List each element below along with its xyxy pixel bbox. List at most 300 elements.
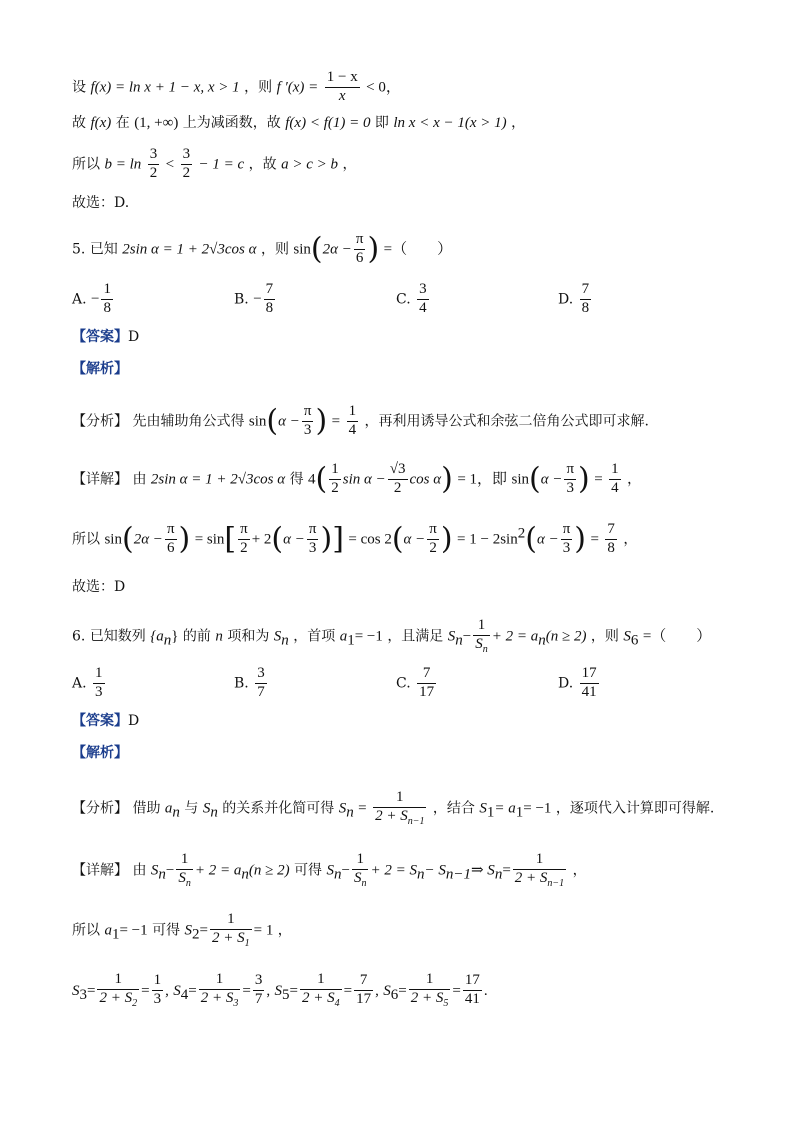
math: < — [165, 156, 175, 173]
fraction — [580, 282, 592, 317]
option-label: D. — [558, 291, 574, 308]
numerator: 1 — [609, 462, 621, 480]
math: b = ln — [104, 156, 142, 173]
q6-option-d[interactable] — [558, 666, 601, 701]
denominator: 4 — [611, 479, 619, 496]
q5-fenxi — [72, 404, 649, 439]
fraction — [152, 973, 164, 1008]
math: S — [72, 982, 80, 999]
text: 设 — [72, 79, 86, 96]
text: 由 — [132, 862, 147, 879]
q5-choose: 故选：D — [72, 579, 126, 595]
fenxi-tag: 【分析】 — [72, 413, 128, 430]
numerator: 1 — [300, 972, 342, 990]
denominator: 2 — [429, 539, 437, 556]
math: S — [178, 869, 186, 886]
denominator: 2 — [182, 164, 191, 181]
fraction — [210, 912, 252, 949]
answer-value: D — [128, 713, 140, 729]
option-label: A. — [72, 675, 87, 692]
paren-left: ( — [271, 521, 284, 557]
math-subscript: n — [482, 643, 488, 655]
math: = — [594, 471, 603, 488]
math: − — [341, 862, 350, 879]
numerator: 7 — [354, 973, 373, 991]
math: 2 + S — [200, 989, 234, 1006]
math-superscript: 2 — [517, 525, 526, 542]
math-subscript: 1 — [244, 937, 250, 949]
option-label: C. — [396, 291, 411, 308]
math-derivative: f ′(x) = — [276, 79, 319, 96]
numerator: π — [354, 232, 366, 250]
numerator: 3 — [255, 666, 267, 684]
denominator: 8 — [581, 299, 590, 316]
math-subscript: n−1 — [445, 866, 471, 883]
fraction — [605, 522, 617, 557]
math: a — [104, 922, 112, 939]
denominator — [176, 870, 193, 890]
q6-option-c[interactable] — [396, 666, 438, 701]
math: S — [173, 982, 181, 999]
intro-line-3 — [72, 147, 356, 182]
paren-right: ) — [440, 521, 453, 557]
numerator: 1 — [199, 972, 241, 990]
fraction — [347, 404, 359, 439]
q6-option-b[interactable] — [234, 666, 269, 701]
math-subscript: 1 — [111, 926, 120, 943]
fraction — [513, 852, 566, 889]
paren-left: ( — [315, 461, 328, 497]
intro-line-1 — [72, 70, 401, 105]
fraction — [417, 666, 436, 701]
q6-xiangjie — [72, 852, 587, 889]
q5-answer — [72, 330, 139, 344]
math: = — [502, 862, 511, 879]
paren-right: ) — [574, 521, 586, 557]
math: sin — [248, 413, 267, 430]
option-sign: − — [91, 290, 100, 307]
paren-left: ( — [529, 461, 541, 497]
text: 即 — [374, 115, 389, 131]
question-number: 6. — [72, 628, 86, 645]
math-subscript: 6 — [390, 986, 399, 1003]
math-subscript: 1 — [347, 632, 355, 649]
math: 2sin α = 1 + 2√3cos α — [150, 471, 286, 488]
math: 2α − — [133, 531, 163, 548]
numerator: 7 — [605, 522, 617, 540]
math: + 2 = S — [370, 862, 417, 879]
math: = −1 — [523, 800, 552, 817]
fraction — [93, 666, 105, 701]
denominator: 4 — [419, 299, 427, 316]
math: = −1 — [119, 922, 148, 939]
term-s3 — [72, 971, 173, 1009]
denominator — [409, 990, 451, 1010]
math: − — [165, 862, 175, 879]
math: 2 + S — [302, 989, 335, 1006]
numerator: π — [302, 404, 314, 422]
math: − 1 = c — [198, 156, 245, 173]
numerator: 1 — [329, 462, 341, 480]
math: = 1 − 2sin — [457, 531, 518, 548]
denominator: 41 — [581, 683, 597, 700]
denominator: 2 — [149, 164, 158, 181]
question-number: 5. — [72, 241, 86, 258]
denominator: 6 — [166, 539, 175, 556]
math: {a — [150, 628, 164, 645]
intro-line-2 — [72, 116, 525, 131]
text: 已知数列 — [89, 628, 146, 645]
q5-option-a[interactable] — [72, 282, 115, 317]
math: = — [87, 982, 96, 999]
fraction — [300, 972, 342, 1009]
text: 的关系并化简可得 — [222, 800, 335, 817]
denominator: 8 — [103, 299, 111, 316]
math: = — [590, 531, 599, 548]
text: 的前 — [182, 628, 211, 645]
paren-right: ) — [315, 403, 328, 439]
math-subscript: 2 — [192, 926, 200, 943]
denominator: 7 — [254, 991, 263, 1008]
math: α − — [536, 531, 559, 548]
text: ， — [623, 531, 638, 548]
fraction — [463, 973, 482, 1008]
math: S — [353, 869, 362, 886]
answer-tag: 【答案】 — [72, 329, 128, 345]
numerator: 1 — [352, 852, 369, 870]
math: 2sin α = 1 + 2√3cos α — [122, 241, 257, 258]
text: ，逐项代入计算即可得解. — [555, 800, 715, 817]
numerator: 7 — [264, 282, 276, 300]
text: 故 — [72, 115, 86, 131]
text: 上为减函数，故 — [182, 115, 281, 131]
text: ， — [627, 471, 642, 488]
q5-option-c[interactable] — [396, 282, 431, 317]
math: sin — [104, 531, 122, 548]
fraction — [101, 282, 113, 317]
text: ， — [277, 922, 292, 939]
math-subscript: n — [334, 866, 342, 883]
paren-left: ( — [266, 403, 279, 439]
math: sin — [511, 471, 529, 488]
text: 与 — [184, 800, 199, 817]
math: ln x < x − 1(x > 1) — [393, 115, 507, 131]
denominator: 3 — [303, 421, 312, 438]
numerator: π — [427, 522, 439, 540]
math: f(x) — [90, 115, 112, 131]
math-subscript: 4 — [180, 986, 189, 1003]
paren-left: ( — [310, 231, 323, 267]
math-tail: < 0， — [366, 79, 401, 96]
fraction — [253, 973, 265, 1008]
numerator: 1 — [176, 852, 193, 870]
option-label: D. — [558, 675, 574, 692]
q6-answer — [72, 714, 139, 728]
math: (n ≥ 2) — [248, 862, 290, 879]
denominator — [352, 870, 369, 890]
math: S — [150, 862, 159, 879]
math: = — [343, 982, 353, 999]
fraction — [609, 462, 621, 497]
math: α − — [283, 531, 305, 548]
denominator: 17 — [419, 683, 435, 700]
denominator: 3 — [153, 991, 162, 1008]
math: S — [202, 800, 211, 817]
paren-right: ) — [178, 521, 191, 557]
fraction — [238, 522, 250, 557]
numerator: 1 — [513, 852, 566, 870]
math: sin α − — [342, 471, 386, 488]
math: . — [483, 982, 488, 999]
math-subscript: n — [172, 804, 180, 821]
q6-options — [72, 666, 722, 706]
denominator: 8 — [265, 299, 274, 316]
q6-option-a[interactable] — [72, 666, 107, 701]
math: = — [242, 982, 251, 999]
option-label: B. — [234, 675, 249, 692]
math-subscript: n — [494, 866, 503, 883]
math: α − — [540, 471, 563, 488]
math: 2 + S — [410, 989, 444, 1006]
math: S — [479, 800, 487, 817]
math: S — [383, 982, 391, 999]
math: = — [188, 982, 197, 999]
numerator: 3 — [181, 147, 193, 165]
term-s5 — [274, 971, 384, 1009]
text: 在 — [115, 115, 130, 131]
option-label: A. — [72, 291, 87, 308]
fraction — [473, 618, 490, 655]
math: S — [273, 628, 282, 645]
fraction — [165, 522, 177, 557]
math: S — [338, 800, 347, 817]
math-subscript: n−1 — [547, 877, 565, 889]
paren-right: ) — [320, 521, 333, 557]
numerator: π — [561, 522, 573, 540]
denominator: 2 — [240, 539, 248, 556]
math-subscript: 3 — [79, 986, 87, 1003]
numerator: 7 — [417, 666, 436, 684]
numerator: 3 — [253, 973, 265, 991]
text: ， — [511, 115, 526, 131]
numerator: 1 — [97, 972, 139, 990]
math: n — [215, 628, 223, 645]
math: − — [462, 628, 472, 645]
intro-line-4: 故选：D. — [72, 195, 130, 211]
numerator: π — [307, 522, 319, 540]
numerator: 3 — [417, 282, 429, 300]
math: S — [623, 628, 631, 645]
math: a — [164, 800, 173, 817]
text: ，则 — [590, 628, 619, 645]
denominator: 3 — [562, 539, 571, 556]
math-subscript: n — [241, 866, 249, 883]
text: 已知 — [89, 241, 118, 258]
q5-option-b[interactable] — [234, 282, 277, 317]
denominator — [473, 636, 490, 656]
math-subscript: 1 — [515, 804, 524, 821]
numerator: √3 — [388, 462, 408, 480]
text: 由 — [132, 471, 147, 488]
math: = a — [494, 800, 516, 817]
fraction — [302, 404, 314, 439]
math-subscript: n — [185, 877, 191, 889]
denominator — [97, 990, 139, 1010]
numerator: 1 − x — [325, 70, 360, 88]
text: 所以 — [72, 156, 100, 173]
term-s6 — [383, 971, 488, 1009]
math: S — [326, 862, 335, 879]
fraction — [255, 666, 267, 701]
fraction — [264, 282, 276, 317]
math-subscript: n — [163, 632, 172, 649]
text: ，结合 — [432, 800, 475, 817]
math: = 1 — [253, 922, 274, 939]
paren-left: ( — [391, 521, 404, 557]
denominator — [373, 808, 426, 828]
numerator: 1 — [409, 972, 451, 990]
numerator: 17 — [463, 973, 482, 991]
denominator — [199, 990, 241, 1010]
math: S — [475, 635, 483, 652]
q6-fenxi — [72, 790, 714, 827]
fraction — [417, 282, 429, 317]
fraction — [307, 522, 319, 557]
text: ，再利用诱导公式和余弦二倍角公式即可求解. — [364, 413, 649, 430]
denominator — [513, 870, 566, 890]
numerator: 1 — [93, 666, 105, 684]
numerator: π — [238, 522, 250, 540]
paren-right: ) — [367, 231, 380, 267]
text: 可得 — [152, 922, 181, 939]
text: ，且满足 — [387, 628, 444, 645]
denominator: 2 — [331, 479, 339, 496]
fraction — [329, 462, 341, 497]
q6-stem — [72, 618, 711, 655]
math-subscript: n — [210, 804, 218, 821]
math: a > c > b — [281, 156, 338, 173]
answer-tag: 【答案】 — [72, 713, 128, 729]
q5-stem — [72, 232, 452, 267]
math: = −1 — [354, 628, 383, 645]
math: sin — [293, 241, 311, 258]
math-subscript: n — [361, 877, 367, 889]
math-subscript: 5 — [443, 997, 449, 1009]
math: α − — [278, 413, 300, 430]
q5-solution — [72, 522, 637, 557]
math-subscript: 1 — [486, 804, 495, 821]
numerator: π — [564, 462, 576, 480]
math: S — [184, 922, 193, 939]
fraction — [561, 522, 573, 557]
text: ， — [572, 862, 587, 879]
numerator: 1 — [152, 973, 164, 991]
math: = — [141, 982, 150, 999]
math: 4 — [308, 471, 316, 488]
math-subscript: 2 — [132, 997, 138, 1009]
math-subscript: 6 — [630, 632, 639, 649]
q5-options — [72, 282, 722, 322]
fraction — [325, 70, 360, 105]
math: = — [452, 982, 461, 999]
q6-step-1 — [72, 912, 292, 949]
answer-value: D — [128, 329, 140, 345]
denominator — [210, 930, 252, 950]
term-s4 — [173, 971, 274, 1009]
math: 2 + S — [375, 807, 408, 824]
text: 得 — [289, 471, 304, 488]
math-subscript: n — [346, 804, 354, 821]
math: (n ≥ 2) — [545, 628, 587, 645]
fraction — [176, 852, 193, 889]
fraction — [97, 972, 139, 1009]
math: ⇒ S — [470, 862, 495, 879]
paren-left: ( — [121, 521, 134, 557]
text: ，故 — [248, 156, 277, 173]
math: α − — [403, 531, 426, 548]
fraction — [354, 973, 373, 1008]
denominator — [300, 990, 342, 1010]
math: =（ ） — [383, 241, 453, 258]
q5-option-d[interactable] — [558, 282, 593, 317]
paren-right: ) — [441, 461, 453, 497]
math: 2 + S — [514, 869, 548, 886]
fraction — [352, 852, 369, 889]
math-subscript: n — [281, 632, 289, 649]
text: ，首项 — [293, 628, 336, 645]
math: =（ ） — [642, 628, 712, 645]
numerator: 3 — [148, 147, 160, 165]
math: , — [165, 982, 169, 999]
math: = — [358, 800, 367, 817]
math: = — [289, 982, 298, 999]
text: ， — [342, 156, 357, 173]
math: , — [266, 982, 271, 999]
option-sign: − — [253, 290, 262, 307]
math: + 2 = a — [491, 628, 539, 645]
math-subscript: n — [455, 632, 463, 649]
option-label: B. — [234, 291, 249, 308]
fraction — [427, 522, 439, 557]
denominator: 6 — [355, 249, 364, 266]
math: + 2 — [251, 531, 272, 548]
math: f(x) < f(1) = 0 — [285, 115, 371, 131]
math: a — [339, 628, 348, 645]
math: , — [375, 982, 379, 999]
bracket-right: ] — [332, 521, 344, 557]
q6-step-2 — [72, 972, 488, 1009]
numerator: π — [165, 522, 177, 540]
math-subscript: 4 — [334, 997, 340, 1009]
xiangjie-tag: 【详解】 — [72, 471, 128, 488]
fraction — [148, 147, 160, 182]
option-label: C. — [396, 675, 411, 692]
math: − S — [424, 862, 446, 879]
fraction — [564, 462, 576, 497]
q6-analysis-tag: 【解析】 — [72, 745, 128, 761]
text: 所以 — [72, 922, 100, 939]
text: 先由辅助角公式得 — [132, 413, 245, 430]
math-subscript: 5 — [282, 986, 290, 1003]
denominator: 2 — [393, 479, 402, 496]
fraction — [181, 147, 193, 182]
math-subscript: n — [416, 866, 425, 883]
math-subscript: n — [538, 632, 546, 649]
denominator: x — [338, 87, 346, 104]
math: } — [171, 628, 179, 645]
text: ，则 — [244, 79, 273, 96]
numerator: 1 — [210, 912, 252, 930]
